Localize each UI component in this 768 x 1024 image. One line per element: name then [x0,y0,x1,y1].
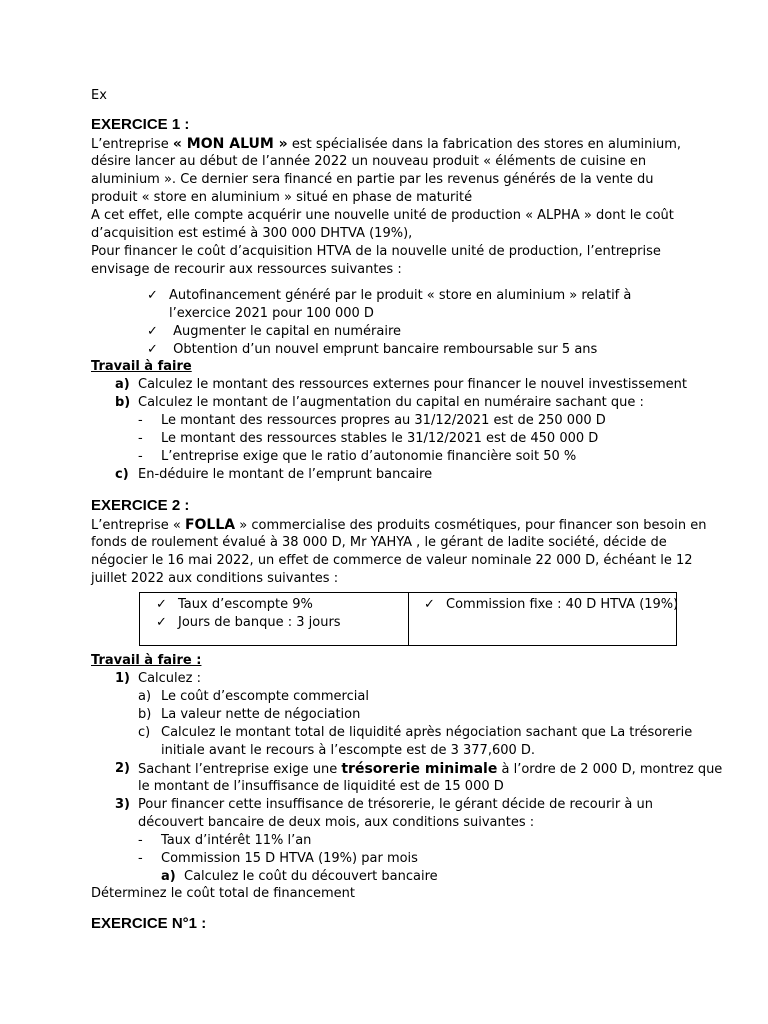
company-name: « MON ALUM » [172,136,288,152]
dash-icon: - [138,431,143,446]
check-icon: ✓ [424,597,435,612]
dash-icon: - [138,413,143,428]
ex1-paragraph-line: L’entreprise « MON ALUM » est spécialisée dans la fabrication des stores en aluminium, [91,136,681,152]
work-title: Travail à faire : [91,653,202,668]
check-icon: ✓ [147,288,158,303]
sub-item: Calculez le coût du découvert bancaire [184,869,438,884]
ex1-paragraph-line: produit « store en aluminium » situé en phase de maturité [91,190,473,205]
final-instruction: Déterminez le coût total de financement [91,886,356,901]
question-text-cont: découvert bancaire de deux mois, aux conditions suivantes : [138,815,535,830]
work-title: Travail à faire [91,359,192,374]
sub-item: L’entreprise exige que le ratio d’autonomie financière soit 50 % [161,449,577,464]
ex1-paragraph-line: envisage de recourir aux ressources suivantes : [91,262,402,277]
key-term: trésorerie minimale [341,761,498,777]
sub-item-cont: initiale avant le recours à l’escompte est de 3 377,600 D. [161,743,536,758]
conditions-right-cell [408,593,679,645]
ex1-paragraph-line: Pour financer le coût d’acquisition HTVA de la nouvelle unité de production, l’entreprise [91,244,661,259]
sub-item: La valeur nette de négociation [161,707,361,722]
question-text: En-déduire le montant de l’emprunt bancaire [138,467,433,482]
question-label: a) [115,377,130,392]
question-label: 2) [115,761,130,776]
question-text: Pour financer cette insuffisance de trésorerie, le gérant décide de recourir à un [138,797,653,812]
condition-item: ✓ Commission fixe : 40 D HTVA (19%) [424,597,679,612]
question-text-cont: le montant de l’insuffisance de liquidité est de 15 000 D [138,779,504,794]
question-text: Calculez le montant des ressources externes pour financer le nouvel investissement [138,377,687,392]
ex2-paragraph-line: fonds de roulement évalué à 38 000 D, Mr YAHYA , le gérant de ladite société, décide de [91,535,667,550]
ex1-paragraph-line: désire lancer au début de l’année 2022 un nouveau produit « éléments de cuisine en [91,154,647,169]
sub-item: Le montant des ressources propres au 31/12/2021 est de 250 000 D [161,413,606,428]
check-list-item: ✓ Obtention d’un nouvel emprunt bancaire remboursable sur 5 ans [147,342,598,357]
check-icon: ✓ [156,615,167,630]
dash-icon: - [138,449,143,464]
ex2-paragraph-line: négocier le 16 mai 2022, un effet de commerce de valeur nominale 22 000 D, échéant le 12 [91,553,693,568]
sub-item: Taux d’intérêt 11% l’an [161,833,312,848]
exercise-2-title: EXERCICE 2 : [91,497,190,514]
question-text: Calculez le montant de l’augmentation du capital en numéraire sachant que : [138,395,644,410]
ex2-paragraph-line: juillet 2022 aux conditions suivantes : [91,571,339,586]
question-text: Calculez : [138,671,201,686]
ex1-paragraph-line: A cet effet, elle compte acquérir une nouvelle unité de production « ALPHA » dont le coût [91,208,674,223]
question-text: Sachant l’entreprise exige une trésorerie minimale à l’ordre de 2 000 D, montrez que [138,761,723,777]
condition-item: ✓ Jours de banque : 3 jours [156,615,341,630]
question-label: c) [115,467,129,482]
condition-item: ✓ Taux d’escompte 9% [156,597,313,612]
ex1-paragraph-line: aluminium ». Ce dernier sera financé en partie par les revenus générés de la vente du [91,172,654,187]
sub-label: b) [138,707,152,722]
check-list-item: ✓ Autofinancement généré par le produit « store en aluminium » relatif à [147,288,632,303]
conditions-left-cell [140,593,408,645]
sub-label: a) [138,689,152,704]
question-label: 1) [115,671,130,686]
ex1-paragraph-line: d’acquisition est estimé à 300 000 DHTVA (19%), [91,226,413,241]
intro-text: Ex [91,88,107,103]
question-label: 3) [115,797,130,812]
sub-item: Commission 15 D HTVA (19%) par mois [161,851,418,866]
exercise-n1-title: EXERCICE N°1 : [91,915,207,932]
sub-item: Calculez le montant total de liquidité après négociation sachant que La trésorerie [161,725,693,740]
ex2-paragraph-line: L’entreprise « FOLLA » commercialise des produits cosmétiques, pour financer son besoin en [91,517,707,533]
question-label: b) [115,395,131,410]
sub-label: a) [161,869,176,884]
check-list-item: ✓ Augmenter le capital en numéraire [147,324,402,339]
sub-item: Le coût d’escompte commercial [161,689,369,704]
dash-icon: - [138,833,143,848]
check-icon: ✓ [147,342,158,357]
conditions-table [139,592,677,646]
check-icon: ✓ [156,597,167,612]
check-list-item-cont: l’exercice 2021 pour 100 000 D [169,306,374,321]
exercise-1-title: EXERCICE 1 : [91,116,190,133]
company-name: FOLLA [184,517,236,533]
check-icon: ✓ [147,324,158,339]
dash-icon: - [138,851,143,866]
sub-label: c) [138,725,151,740]
sub-item: Le montant des ressources stables le 31/12/2021 est de 450 000 D [161,431,599,446]
